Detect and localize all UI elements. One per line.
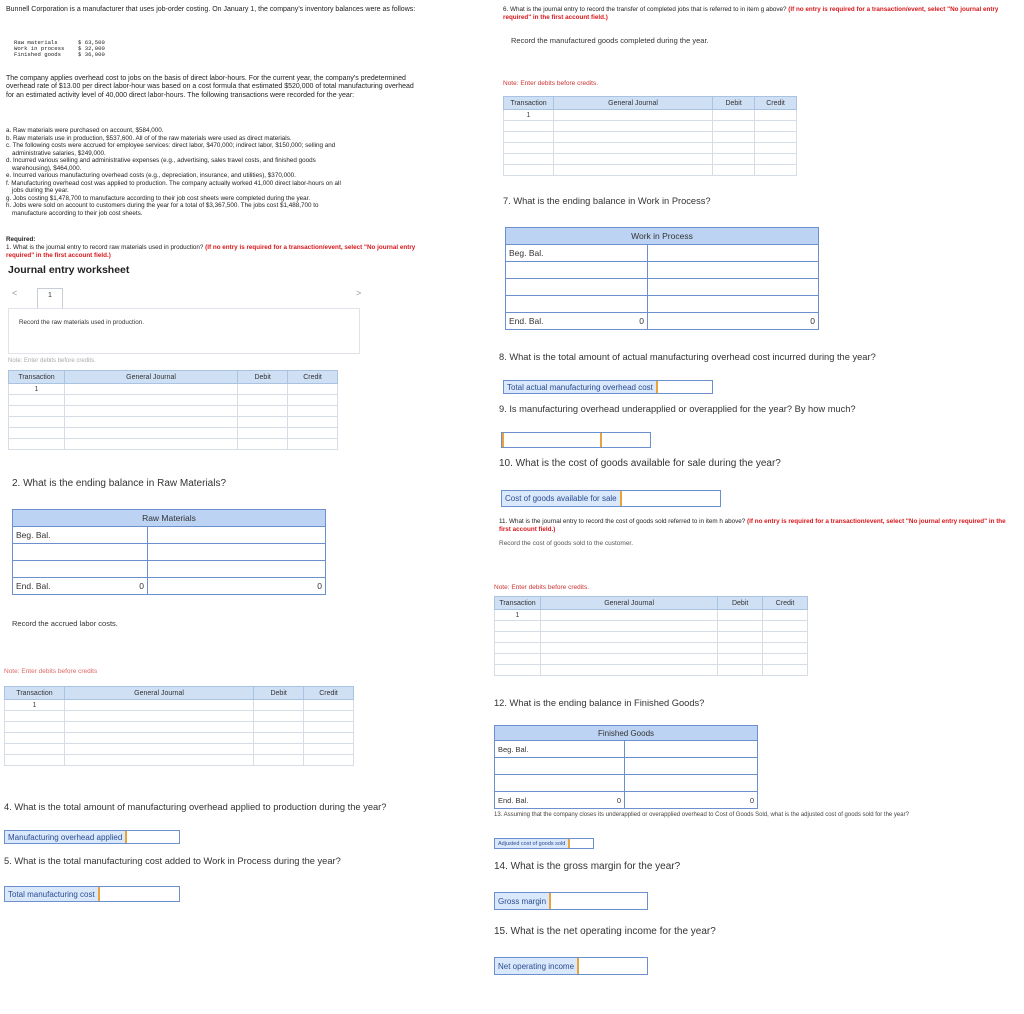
q2-prompt: 2. What is the ending balance in Raw Materials? bbox=[12, 478, 227, 489]
end-bal-debit: 0 bbox=[639, 316, 644, 326]
col-general-journal: General Journal bbox=[540, 597, 717, 610]
inventory-row: Finished goods $ 36,000 bbox=[14, 51, 105, 59]
table-row bbox=[504, 143, 797, 154]
transactions-list bbox=[6, 127, 426, 217]
table-row bbox=[5, 733, 354, 744]
table-row bbox=[5, 722, 354, 733]
gross-margin-field bbox=[494, 892, 648, 910]
finished-goods-t-account bbox=[494, 725, 758, 809]
note-debits-4: Note: Enter debits before credits. bbox=[494, 584, 590, 591]
beg-bal-label: Beg. Bal. bbox=[13, 527, 148, 544]
labor-instruction: Record the accrued labor costs. bbox=[12, 619, 118, 628]
col-credit: Credit bbox=[755, 97, 797, 110]
transaction-line: e. Incurred various manufacturing overhead costs (e.g., depreciation, insurance, and utilities), $370,000. bbox=[6, 172, 296, 179]
q11-prompt: 11. What is the journal entry to record the cost of goods sold referred to in item h above? (If no entry is required for a transaction/event, select "No journal entry required" in the first account field.) bbox=[499, 518, 1006, 533]
table-row bbox=[5, 755, 354, 766]
note-debits-3: Note: Enter debits before credits. bbox=[503, 80, 599, 87]
end-bal-credit: 0 bbox=[625, 792, 758, 809]
adjusted-cogs-field bbox=[494, 838, 594, 849]
cogas-input[interactable] bbox=[620, 491, 720, 506]
adjusted-cogs-input[interactable] bbox=[568, 839, 593, 848]
raw-materials-t-account bbox=[12, 509, 326, 595]
col-general-journal: General Journal bbox=[64, 371, 237, 384]
table-row bbox=[9, 395, 338, 406]
beg-bal-label: Beg. Bal. bbox=[506, 245, 648, 262]
table-row bbox=[504, 154, 797, 165]
q6-instruction: Record the manufactured goods completed during the year. bbox=[511, 36, 709, 45]
transaction-line: c. The following costs were accrued for employee services: direct labor, $470,000; indirect labor, $150,000; selling and bbox=[6, 142, 336, 149]
table-row bbox=[495, 632, 808, 643]
net-operating-income-input[interactable] bbox=[577, 958, 647, 974]
actual-overhead-label: Total actual manufacturing overhead cost bbox=[504, 381, 656, 393]
transaction-line: manufacture according to their job cost sheets. bbox=[12, 209, 143, 217]
q15-prompt: 15. What is the net operating income for the year? bbox=[494, 926, 716, 937]
table-row bbox=[495, 654, 808, 665]
q8-prompt: 8. What is the total amount of actual manufacturing overhead cost incurred during the year? bbox=[499, 352, 876, 362]
overhead-paragraph: The company applies overhead cost to jobs on the basis of direct labor-hours. For the current year, the company’s predetermined overhead rate of $13.00 per direct labor-hour was based on a cost formula that estimated $520,000 of total manufacturing overhead for an estimated activity level of 40,000 direct labor-hours. The following transactions were recorded for the year: bbox=[6, 75, 414, 99]
t-account-title: Finished Goods bbox=[495, 726, 758, 741]
col-debit: Debit bbox=[718, 597, 763, 610]
under-over-amount-input[interactable] bbox=[602, 433, 650, 447]
col-transaction: Transaction bbox=[495, 597, 541, 610]
actual-overhead-field bbox=[503, 380, 713, 394]
cogas-label: Cost of goods available for sale bbox=[502, 491, 620, 506]
inventory-row: Raw materials $ 63,500 bbox=[14, 39, 105, 46]
col-general-journal: General Journal bbox=[64, 687, 253, 700]
table-row bbox=[504, 132, 797, 143]
table-row bbox=[5, 711, 354, 722]
t-account-title: Raw Materials bbox=[13, 510, 326, 527]
worksheet-title: Journal entry worksheet bbox=[8, 264, 130, 276]
worksheet-tab-1[interactable]: 1 bbox=[37, 288, 63, 312]
adjusted-cogs-label: Adjusted cost of goods sold bbox=[495, 839, 568, 848]
overhead-applied-field bbox=[4, 830, 180, 844]
intro-text: Bunnell Corporation is a manufacturer that uses job-order costing. On January 1, the company’s inventory balances were as follows: bbox=[6, 6, 416, 13]
col-credit: Credit bbox=[304, 687, 354, 700]
transaction-line: f. Manufacturing overhead cost was applied to production. The company actually worked 41,000 direct labor-hours on all bbox=[6, 179, 341, 187]
required-heading: Required: bbox=[6, 236, 36, 243]
end-bal-credit: 0 bbox=[148, 578, 326, 595]
wip-t-account bbox=[505, 227, 819, 330]
inventory-row: Work in process $ 32,000 bbox=[14, 45, 105, 53]
cogas-field bbox=[501, 490, 721, 507]
inventory-table bbox=[14, 40, 134, 59]
journal-table-4 bbox=[494, 596, 808, 676]
q13-prompt: 13. Assuming that the company closes its underapplied or overapplied overhead to Cost of Goods Sold, what is the adjusted cost of goods sold for the year? bbox=[494, 812, 909, 818]
note-debits: Note: Enter debits before credits. bbox=[8, 358, 96, 364]
table-row bbox=[504, 165, 797, 176]
col-general-journal: General Journal bbox=[553, 97, 712, 110]
gross-margin-input[interactable] bbox=[549, 893, 647, 909]
end-bal-label: End. Bal. bbox=[16, 581, 51, 591]
col-transaction: Transaction bbox=[5, 687, 65, 700]
q14-prompt: 14. What is the gross margin for the year? bbox=[494, 861, 681, 872]
col-debit: Debit bbox=[254, 687, 304, 700]
overhead-applied-label: Manufacturing overhead applied bbox=[5, 831, 125, 843]
table-row bbox=[9, 439, 338, 450]
table-row bbox=[9, 428, 338, 439]
col-debit: Debit bbox=[238, 371, 288, 384]
table-row bbox=[5, 744, 354, 755]
col-transaction: Transaction bbox=[9, 371, 65, 384]
table-row bbox=[495, 643, 808, 654]
t-account-title: Work in Process bbox=[506, 228, 819, 245]
end-bal-debit: 0 bbox=[616, 795, 621, 805]
table-row: 1 bbox=[495, 610, 808, 621]
q6-prompt: 6. What is the journal entry to record the transfer of completed jobs that is referred to in item g above? (If no entry is required for a transaction/event, select "No journal entry required" in the first account field.) bbox=[503, 6, 999, 21]
col-transaction: Transaction bbox=[504, 97, 554, 110]
col-credit: Credit bbox=[288, 371, 338, 384]
worksheet-panel bbox=[8, 308, 360, 354]
q10-prompt: 10. What is the cost of goods available for sale during the year? bbox=[499, 458, 781, 469]
table-row: 1 bbox=[9, 384, 338, 395]
actual-overhead-input[interactable] bbox=[656, 381, 712, 393]
prev-arrow-icon[interactable]: < bbox=[12, 288, 18, 298]
total-manufacturing-cost-field bbox=[4, 886, 180, 902]
q5-prompt: 5. What is the total manufacturing cost added to Work in Process during the year? bbox=[4, 856, 341, 866]
note-debits-2: Note: Enter debits before credits bbox=[4, 668, 98, 675]
under-over-select[interactable] bbox=[502, 433, 602, 447]
table-row bbox=[9, 406, 338, 417]
table-row: 1 bbox=[504, 110, 797, 121]
table-row bbox=[495, 665, 808, 676]
net-operating-income-label: Net operating income bbox=[495, 958, 577, 974]
q7-prompt: 7. What is the ending balance in Work in Process? bbox=[503, 196, 711, 206]
beg-bal-label: Beg. Bal. bbox=[495, 741, 625, 758]
net-operating-income-field bbox=[494, 957, 648, 975]
q11-instruction: Record the cost of goods sold to the customer. bbox=[499, 540, 634, 547]
transaction-line: g. Jobs costing $1,478,700 to manufacture according to their job cost sheets were completed during the year. bbox=[6, 194, 311, 202]
q1-prompt: 1. What is the journal entry to record raw materials used in production? (If no entry is required for a transaction/event, select "No journal entry required" in the first account field.) bbox=[6, 244, 416, 259]
end-bal-debit: 0 bbox=[139, 581, 144, 591]
total-manufacturing-cost-label: Total manufacturing cost bbox=[5, 887, 98, 901]
transaction-line: d. Incurred various selling and administrative expenses (e.g., advertising, sales travel costs, and finished goods bbox=[6, 157, 316, 164]
transaction-line: jobs during the year. bbox=[12, 187, 69, 194]
table-row: 1 bbox=[5, 700, 354, 711]
q12-prompt: 12. What is the ending balance in Finished Goods? bbox=[494, 698, 705, 708]
q4-prompt: 4. What is the total amount of manufacturing overhead applied to production during the year? bbox=[4, 802, 387, 812]
next-arrow-icon[interactable]: > bbox=[356, 288, 362, 298]
transaction-line: a. Raw materials were purchased on account, $584,000. bbox=[6, 127, 164, 134]
journal-table-3 bbox=[503, 96, 797, 176]
under-over-field bbox=[501, 432, 651, 448]
journal-table-2 bbox=[4, 686, 354, 766]
worksheet-instruction: Record the raw materials used in production. bbox=[19, 319, 144, 326]
end-bal-label: End. Bal. bbox=[509, 316, 544, 326]
transaction-line: h. Jobs were sold on account to customers during the year for a total of $3,367,500. The jobs cost $1,488,700 to bbox=[6, 202, 319, 209]
col-debit: Debit bbox=[713, 97, 755, 110]
transaction-line: warehousing), $464,000. bbox=[12, 164, 82, 172]
journal-table-1 bbox=[8, 370, 338, 450]
end-bal-label: End. Bal. bbox=[498, 795, 529, 805]
transaction-line: b. Raw materials use in production, $537,600. All of of the raw materials were used as direct materials. bbox=[6, 134, 292, 142]
gross-margin-label: Gross margin bbox=[495, 893, 549, 909]
col-credit: Credit bbox=[763, 597, 808, 610]
transaction-line: administrative salaries, $249,000. bbox=[12, 149, 106, 157]
q9-prompt: 9. Is manufacturing overhead underapplied or overapplied for the year? By how much? bbox=[499, 404, 856, 414]
table-row bbox=[504, 121, 797, 132]
table-row bbox=[9, 417, 338, 428]
table-row bbox=[495, 621, 808, 632]
end-bal-credit: 0 bbox=[648, 313, 819, 330]
total-manufacturing-cost-input[interactable] bbox=[98, 887, 179, 901]
overhead-applied-input[interactable] bbox=[125, 831, 179, 843]
